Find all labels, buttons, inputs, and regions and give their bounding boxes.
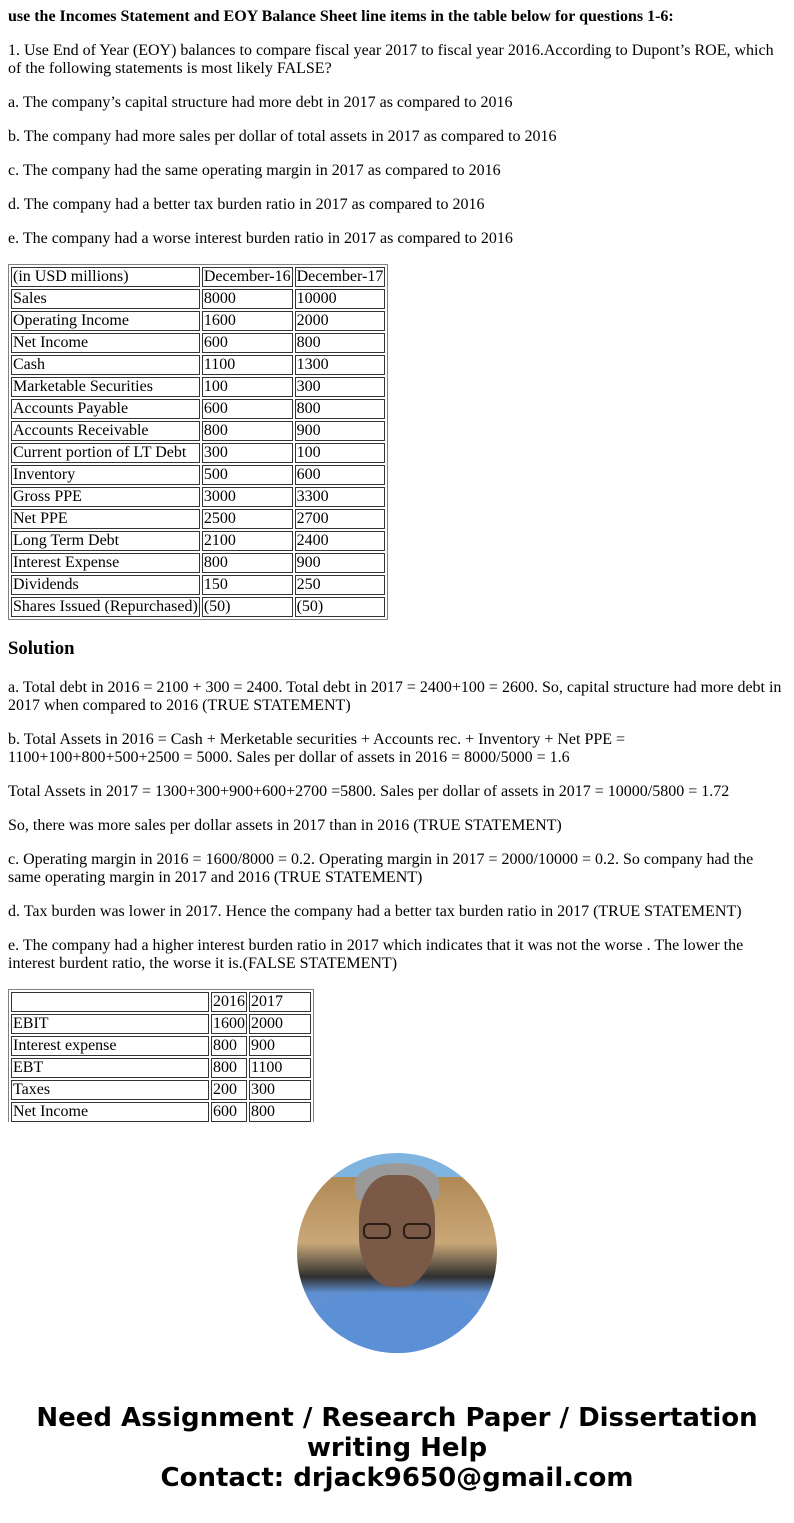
table-header-row <box>11 992 311 1012</box>
author-photo <box>297 1153 497 1353</box>
table-row <box>11 377 385 397</box>
cell-dec16: 500 <box>202 465 293 485</box>
cell-2017: 1100 <box>249 1058 311 1078</box>
table-row <box>11 1036 311 1056</box>
cell-dec17: 800 <box>295 333 386 353</box>
row-label: Dividends <box>11 575 200 595</box>
row-label: Interest Expense <box>11 553 200 573</box>
cell-dec16: 150 <box>202 575 293 595</box>
cell-dec16: 600 <box>202 399 293 419</box>
promo-line-2: writing Help <box>306 1433 488 1463</box>
solution-b: b. Total Assets in 2016 = Cash + Merketable securities + Accounts rec. + Inventory + Net PPE = 1100+100+800+500+2500 = 5000. Sales per dollar of assets in 2016 = 8000/5000 = 1.6 <box>8 731 626 766</box>
cell-2017: 800 <box>249 1102 311 1122</box>
row-label: Current portion of LT Debt <box>11 443 200 463</box>
solution-b-conclusion: So, there was more sales per dollar assets in 2017 than in 2016 (TRUE STATEMENT) <box>8 817 562 834</box>
solution-title: Solution <box>8 638 75 659</box>
solution-c: c. Operating margin in 2016 = 1600/8000 = 0.2. Operating margin in 2017 = 2000/10000 = 0.2. So company had the same operating margin in 2017 and 2016 (TRUE STATEMENT) <box>8 851 754 886</box>
cell-2016: 800 <box>211 1036 247 1056</box>
promo-line-1: Need Assignment / Research Paper / Dissertation <box>36 1403 758 1433</box>
cell-2016: 200 <box>211 1080 247 1100</box>
header-cell: 2016 <box>213 993 245 1010</box>
option-a: a. The company’s capital structure had more debt in 2017 as compared to 2016 <box>8 94 513 111</box>
cell-dec16: 800 <box>202 553 293 573</box>
row-label: Cash <box>11 355 200 375</box>
solution-d: d. Tax burden was lower in 2017. Hence the company had a better tax burden ratio in 2017 (TRUE STATEMENT) <box>8 903 742 920</box>
promo-contact: Contact: drjack9650@gmail.com <box>160 1463 634 1493</box>
table-row <box>11 1080 311 1100</box>
photo-shirt <box>307 1293 487 1353</box>
promo-banner <box>0 1403 794 1493</box>
cell-dec16: 800 <box>202 421 293 441</box>
table-row <box>11 575 385 595</box>
header-cell: 2017 <box>249 992 311 1012</box>
glasses-icon <box>363 1223 431 1241</box>
cell-dec17: (50) <box>295 597 386 617</box>
row-label: Inventory <box>11 465 200 485</box>
table-header-row <box>11 267 385 287</box>
row-label: Operating Income <box>11 311 200 331</box>
row-label: Gross PPE <box>11 487 200 507</box>
table-row <box>11 443 385 463</box>
row-label: Taxes <box>11 1080 209 1100</box>
cell-dec17: 800 <box>295 399 386 419</box>
option-b: b. The company had more sales per dollar of total assets in 2017 as compared to 2016 <box>8 128 557 145</box>
table-row <box>11 399 385 419</box>
table-row <box>11 465 385 485</box>
solution-e: e. The company had a higher interest burden ratio in 2017 which indicates that it was not the worse . The lower the interest burdent ratio, the worse it is.(FALSE STATEMENT) <box>8 937 744 972</box>
table-row <box>11 509 385 529</box>
cell-2017: 2000 <box>249 1014 311 1034</box>
cell-dec17: 900 <box>295 421 386 441</box>
cell-2016: 600 <box>211 1102 247 1122</box>
cell-dec16: (50) <box>202 597 293 617</box>
table-row <box>11 1058 311 1078</box>
cell-dec17: 1300 <box>295 355 386 375</box>
table-row <box>11 487 385 507</box>
cell-dec17: 250 <box>295 575 386 595</box>
row-label: Interest expense <box>11 1036 209 1056</box>
table-row <box>11 1102 311 1122</box>
table-row <box>11 289 385 309</box>
row-label: Marketable Securities <box>11 377 200 397</box>
row-label: Net PPE <box>11 509 200 529</box>
table-row <box>11 531 385 551</box>
cell-dec16: 8000 <box>202 289 293 309</box>
cell-dec16: 600 <box>202 333 293 353</box>
cell-dec17: 300 <box>295 377 386 397</box>
cell-dec16: 2100 <box>202 531 293 551</box>
income-table-clip <box>8 989 328 1122</box>
table-row <box>11 355 385 375</box>
row-label: EBT <box>11 1058 209 1078</box>
solution-b-2017: Total Assets in 2017 = 1300+300+900+600+2700 =5800. Sales per dollar of assets in 2017 = 10000/5800 = 1.72 <box>8 783 730 800</box>
cell-dec17: 2000 <box>295 311 386 331</box>
cell-dec16: 2500 <box>202 509 293 529</box>
cell-2017: 300 <box>249 1080 311 1100</box>
solution-a: a. Total debt in 2016 = 2100 + 300 = 2400. Total debt in 2017 = 2400+100 = 2600. So, capital structure had more debt in 2017 when compared to 2016 (TRUE STATEMENT) <box>8 679 782 714</box>
table-row <box>11 553 385 573</box>
cell-dec17: 600 <box>295 465 386 485</box>
option-c: c. The company had the same operating margin in 2017 as compared to 2016 <box>8 162 501 179</box>
cell-dec17: 3300 <box>295 487 386 507</box>
row-label: Accounts Receivable <box>11 421 200 441</box>
cell-dec17: 2700 <box>295 509 386 529</box>
cell-dec17: 100 <box>295 443 386 463</box>
header-cell: December-17 <box>296 268 384 285</box>
table-row <box>11 597 385 617</box>
row-label: Shares Issued (Repurchased) <box>13 598 198 615</box>
row-label: EBIT <box>11 1014 209 1034</box>
table-row <box>11 333 385 353</box>
row-label: Net Income <box>11 333 200 353</box>
table-row <box>11 421 385 441</box>
header-cell <box>11 992 209 1012</box>
question-prompt: 1. Use End of Year (EOY) balances to compare fiscal year 2017 to fiscal year 2016.According to Dupont’s ROE, which of the following statements is most likely FALSE? <box>8 42 774 77</box>
balance-sheet-table <box>8 264 388 620</box>
cell-dec17: 900 <box>295 553 386 573</box>
cell-dec17: 2400 <box>295 531 386 551</box>
row-label: Long Term Debt <box>11 531 200 551</box>
row-label: Net Income <box>11 1102 209 1122</box>
income-statement-table <box>8 989 314 1122</box>
cell-2016: 1600 <box>213 1015 245 1032</box>
cell-dec16: 3000 <box>202 487 293 507</box>
header-cell: (in USD millions) <box>11 267 200 287</box>
cell-dec16: 100 <box>202 377 293 397</box>
header-cell: December-16 <box>203 268 291 285</box>
option-e: e. The company had a worse interest burden ratio in 2017 as compared to 2016 <box>8 230 513 247</box>
cell-dec17: 10000 <box>295 289 386 309</box>
row-label: Sales <box>11 289 200 309</box>
question-heading: use the Incomes Statement and EOY Balance Sheet line items in the table below for questions 1-6: <box>8 8 674 25</box>
cell-2016: 800 <box>211 1058 247 1078</box>
option-d: d. The company had a better tax burden ratio in 2017 as compared to 2016 <box>8 196 485 213</box>
table-row <box>11 311 385 331</box>
cell-dec16: 1600 <box>202 311 293 331</box>
table-row <box>11 1014 311 1034</box>
row-label: Accounts Payable <box>11 399 200 419</box>
cell-dec16: 300 <box>202 443 293 463</box>
cell-2017: 900 <box>249 1036 311 1056</box>
cell-dec16: 1100 <box>202 355 293 375</box>
